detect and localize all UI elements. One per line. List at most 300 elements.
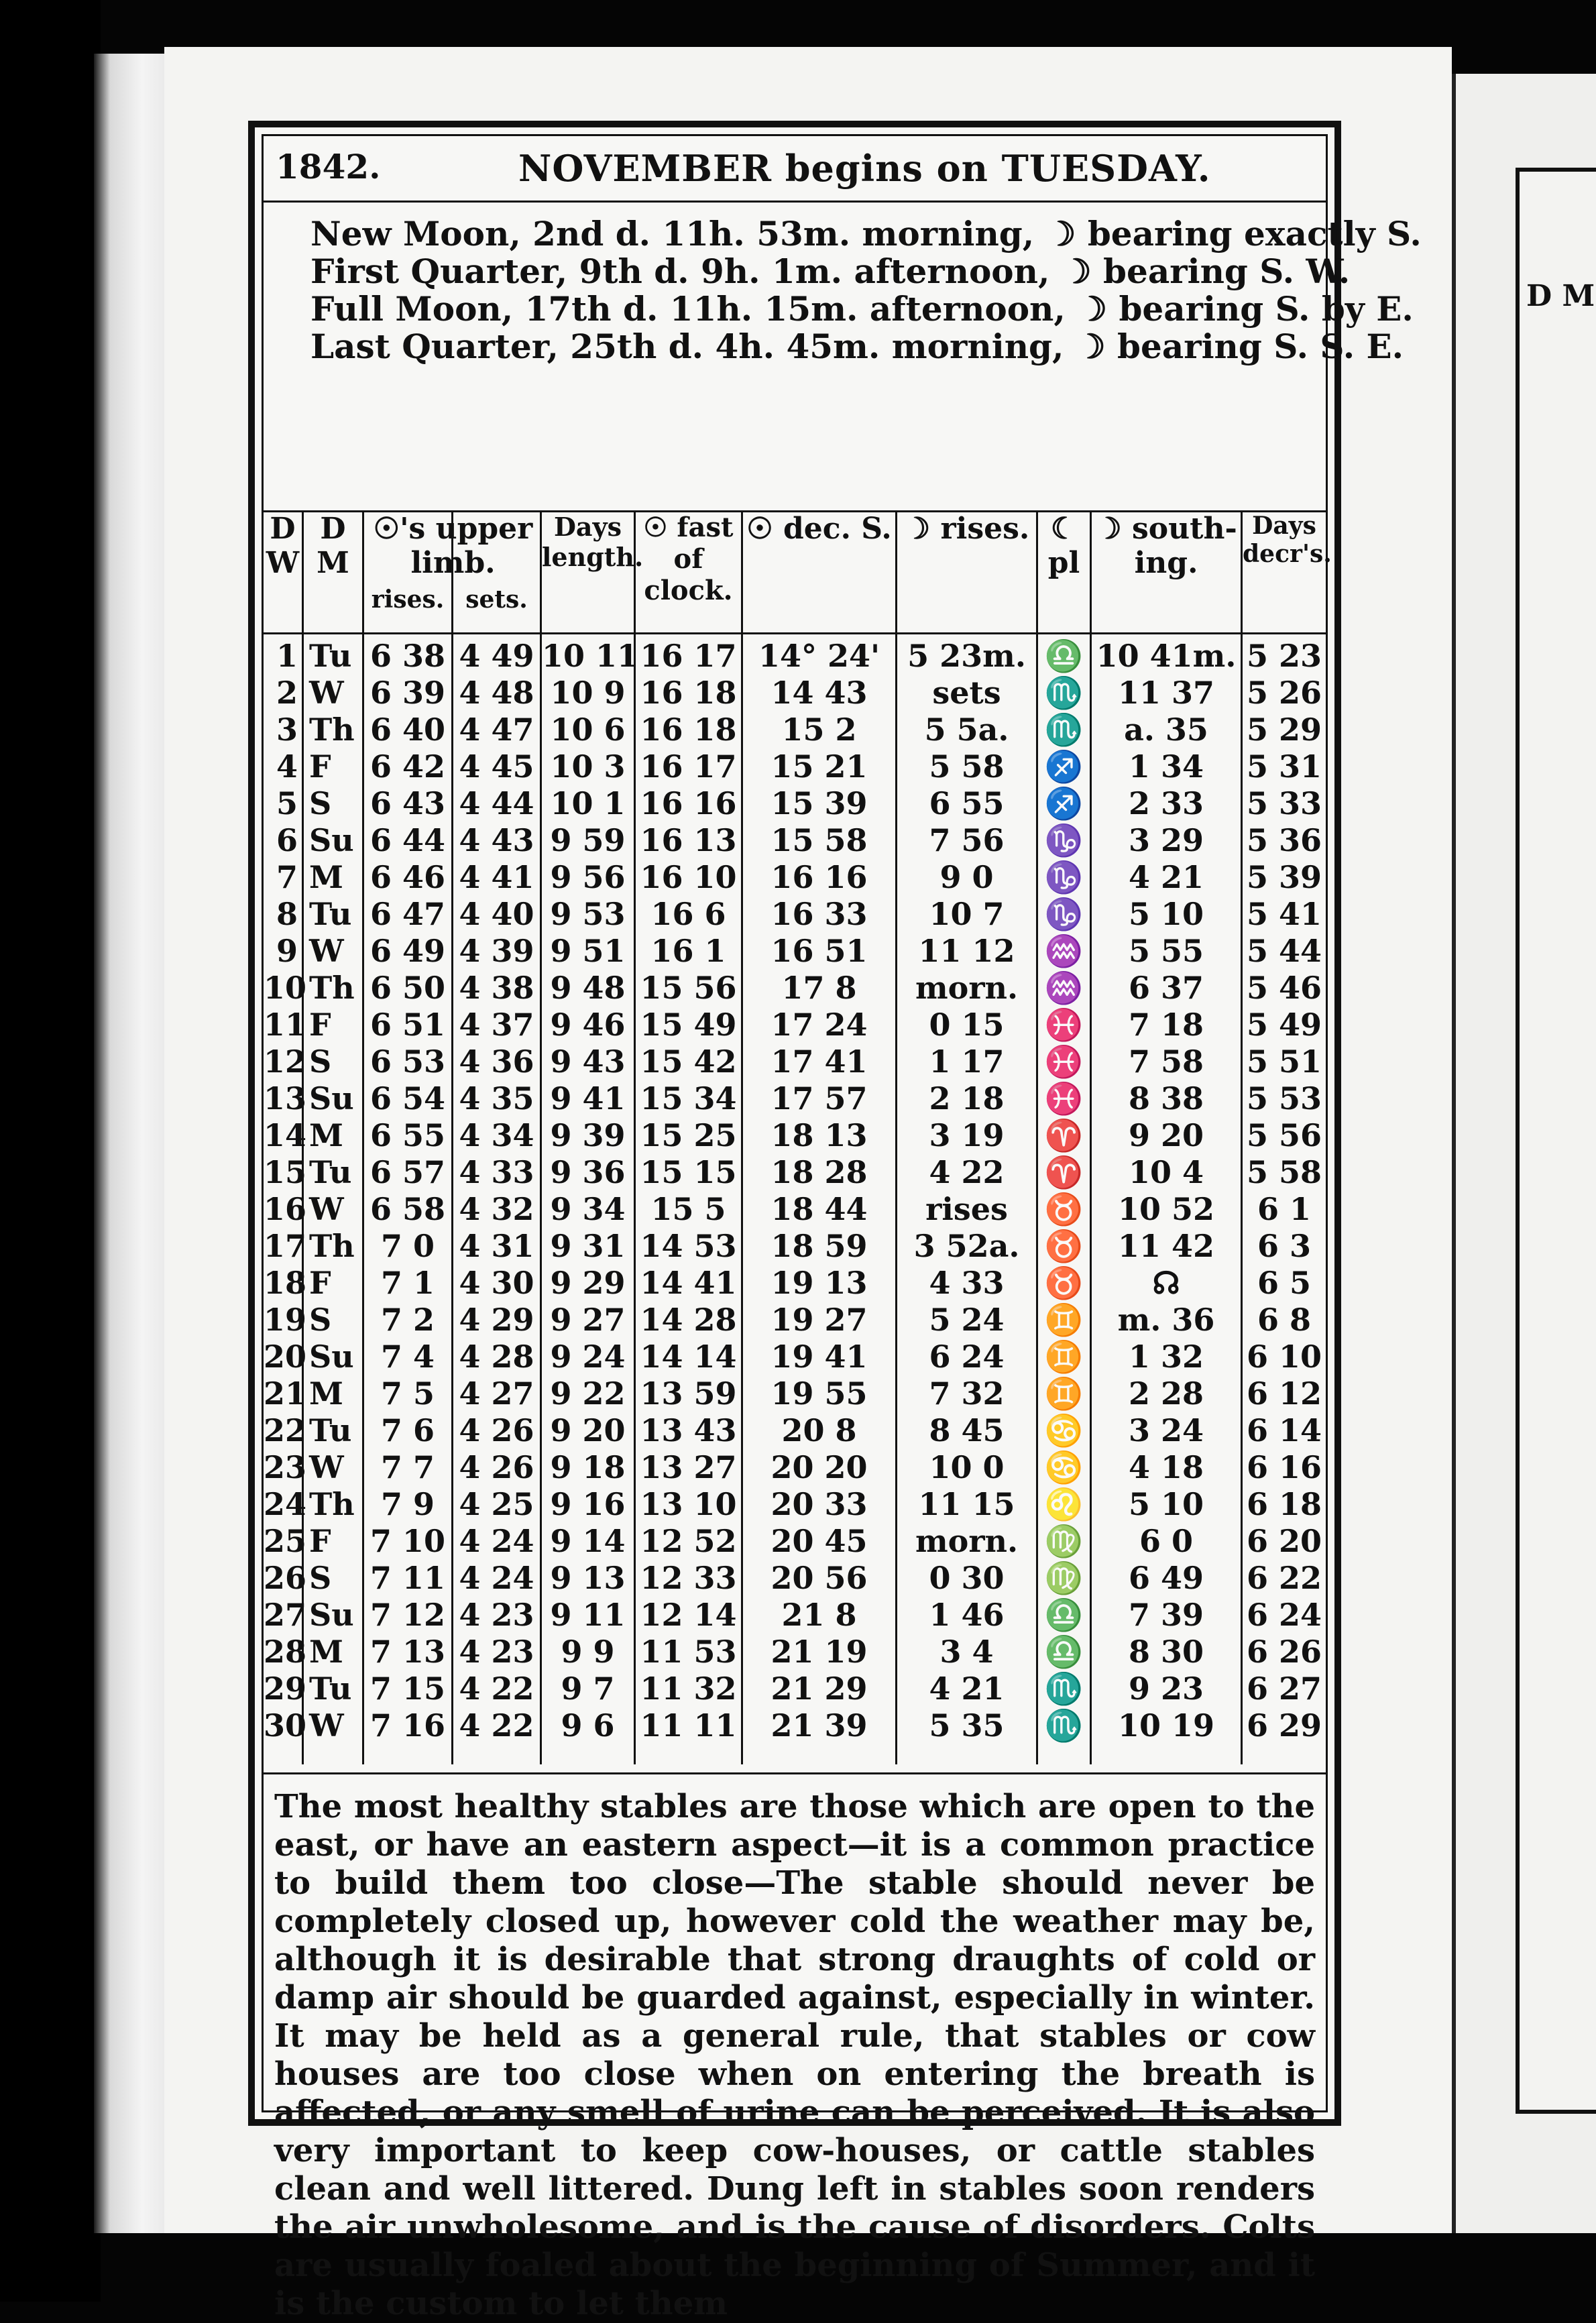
cell-day: 23 — [264, 1449, 307, 1485]
cell-fast: 14 14 — [640, 1339, 737, 1375]
cell-sun-rises: 7 10 — [369, 1523, 446, 1559]
cell-sun-sets: 4 34 — [459, 1117, 534, 1153]
month-title: NOVEMBER begins on TUESDAY. — [518, 147, 1211, 190]
cell-days-decr: 6 5 — [1257, 1265, 1312, 1301]
cell-days-decr: 5 46 — [1246, 970, 1322, 1006]
cell-sun-sets: 4 29 — [459, 1302, 534, 1338]
cell-fast: 11 32 — [640, 1670, 737, 1707]
cell-sun-sets: 4 47 — [459, 712, 534, 748]
calendar-frame — [248, 121, 1422, 2322]
cell-moon-rises: 9 0 — [939, 859, 994, 895]
cell-days-decr: 5 56 — [1246, 1117, 1322, 1153]
cell-sun-rises: 6 55 — [369, 1117, 446, 1153]
cell-sun-sets: 4 24 — [459, 1560, 534, 1596]
cell-moon-rises: 8 45 — [929, 1412, 1005, 1449]
cell-dec: 14° 24' — [758, 638, 880, 674]
cell-moon-rises: 3 19 — [929, 1117, 1005, 1153]
cell-moon-place: ♑ — [1044, 896, 1084, 932]
col-header-dw: D W — [264, 512, 302, 634]
cell-weekday: S — [309, 1043, 332, 1080]
cell-fast: 11 11 — [640, 1707, 737, 1744]
cell-sun-rises: 7 5 — [380, 1375, 435, 1412]
cell-days-length: 10 1 — [550, 785, 626, 821]
cell-weekday: Th — [309, 1486, 355, 1522]
cell-days-length: 9 27 — [550, 1302, 626, 1338]
cell-sun-rises: 6 40 — [369, 712, 446, 748]
cell-moon-rises: 5 5a. — [924, 712, 1009, 748]
cell-sun-rises: 7 15 — [369, 1670, 446, 1707]
cell-day: 8 — [276, 896, 298, 932]
cell-fast: 16 16 — [640, 785, 737, 821]
cell-days-decr: 6 3 — [1257, 1228, 1312, 1264]
cell-dec: 20 45 — [771, 1523, 868, 1559]
cell-day: 15 — [264, 1154, 307, 1190]
cell-days-length: 9 11 — [550, 1597, 626, 1633]
cell-days-length: 10 3 — [550, 748, 626, 785]
cell-day: 20 — [264, 1339, 307, 1375]
cell-fast: 15 42 — [640, 1043, 737, 1080]
cell-southing: 5 10 — [1128, 896, 1204, 932]
col-header-days-decr: Days decr's. — [1243, 512, 1326, 634]
cell-days-decr: 5 26 — [1246, 675, 1322, 711]
cell-moon-rises: 5 23m. — [907, 638, 1026, 674]
cell-fast: 13 27 — [640, 1449, 737, 1485]
cell-fast: 11 53 — [640, 1634, 737, 1670]
cell-day: 29 — [264, 1670, 307, 1707]
cell-days-decr: 6 18 — [1246, 1486, 1322, 1522]
col-header-dm: D M — [304, 512, 362, 634]
cell-days-length: 10 9 — [550, 675, 626, 711]
cell-days-decr: 6 1 — [1257, 1191, 1312, 1227]
cell-day: 25 — [264, 1523, 307, 1559]
cell-moon-place: ♏ — [1044, 675, 1084, 711]
cell-sun-sets: 4 23 — [459, 1597, 534, 1633]
cell-days-length: 9 6 — [561, 1707, 615, 1744]
year-label: 1842. — [276, 147, 381, 186]
cell-day: 24 — [264, 1486, 307, 1522]
cell-sun-rises: 7 0 — [380, 1228, 435, 1264]
cell-moon-rises: 2 18 — [929, 1080, 1005, 1117]
cell-days-length: 9 53 — [550, 896, 626, 932]
col-header-pl: ☾ pl — [1038, 512, 1090, 634]
cell-dec: 15 58 — [771, 822, 868, 858]
cell-moon-place: ♉ — [1044, 1191, 1084, 1227]
book-spine — [94, 54, 174, 2233]
cell-day: 13 — [264, 1080, 307, 1117]
cell-days-length: 9 31 — [550, 1228, 626, 1264]
cell-moon-rises: 4 22 — [929, 1154, 1005, 1190]
cell-days-decr: 6 10 — [1246, 1339, 1322, 1375]
cell-southing: 2 33 — [1128, 785, 1204, 821]
col-day-of-month — [264, 512, 307, 1764]
cell-days-length: 9 13 — [550, 1560, 626, 1596]
cell-sun-sets: 4 22 — [459, 1707, 534, 1744]
cell-moon-rises: 6 55 — [929, 785, 1005, 821]
cell-dec: 20 33 — [771, 1486, 868, 1522]
cell-days-length: 9 29 — [550, 1265, 626, 1301]
cell-sun-rises: 6 38 — [369, 638, 446, 674]
cell-days-length: 9 22 — [550, 1375, 626, 1412]
cell-sun-rises: 7 16 — [369, 1707, 446, 1744]
facing-page-frame — [1516, 168, 1596, 2114]
cell-moon-rises: 0 30 — [929, 1560, 1005, 1596]
cell-sun-rises: 7 6 — [380, 1412, 435, 1449]
cell-days-decr: 5 23 — [1246, 638, 1322, 674]
cell-fast: 12 14 — [640, 1597, 737, 1633]
cell-moon-place: ♉ — [1044, 1265, 1084, 1301]
cell-dec: 18 28 — [771, 1154, 868, 1190]
cell-sun-sets: 4 26 — [459, 1449, 534, 1485]
cell-moon-place: ♐ — [1044, 785, 1084, 821]
cell-southing: 10 19 — [1117, 1707, 1215, 1744]
cell-sun-rises: 6 39 — [369, 675, 446, 711]
cell-weekday: F — [309, 1265, 331, 1301]
cell-fast: 16 18 — [640, 712, 737, 748]
cell-weekday: Th — [309, 712, 355, 748]
cell-days-decr: 6 12 — [1246, 1375, 1322, 1412]
cell-moon-place: ♏ — [1044, 712, 1084, 748]
cell-days-decr: 6 8 — [1257, 1302, 1312, 1338]
cell-sun-sets: 4 38 — [459, 970, 534, 1006]
cell-fast: 15 49 — [640, 1007, 737, 1043]
cell-moon-place: ♋ — [1044, 1449, 1084, 1485]
cell-moon-place: ♏ — [1044, 1670, 1084, 1707]
cell-day: 30 — [264, 1707, 307, 1744]
cell-day: 10 — [264, 970, 307, 1006]
cell-moon-place: ♉ — [1044, 1228, 1084, 1264]
cell-days-length: 10 11 — [542, 638, 639, 674]
cell-moon-place: ♊ — [1044, 1339, 1084, 1375]
cell-weekday: S — [309, 1560, 332, 1596]
col-header-sets: sets. — [453, 585, 540, 634]
cell-sun-sets: 4 37 — [459, 1007, 534, 1043]
cell-sun-sets: 4 30 — [459, 1265, 534, 1301]
cell-moon-place: ♎ — [1044, 1634, 1084, 1670]
cell-sun-rises: 6 44 — [369, 822, 446, 858]
cell-dec: 18 59 — [771, 1228, 868, 1264]
cell-southing: 5 55 — [1128, 933, 1204, 969]
cell-sun-sets: 4 43 — [459, 822, 534, 858]
cell-sun-rises: 6 50 — [369, 970, 446, 1006]
cell-days-length: 9 39 — [550, 1117, 626, 1153]
cell-southing: 7 58 — [1128, 1043, 1204, 1080]
cell-day: 4 — [276, 748, 298, 785]
cell-day: 7 — [276, 859, 298, 895]
col-moon-rises — [897, 512, 1038, 1764]
col-header-moon-rises: ☽ rises. — [897, 512, 1036, 634]
cell-southing: 7 18 — [1128, 1007, 1204, 1043]
cell-moon-place: ♊ — [1044, 1375, 1084, 1412]
cell-days-length: 9 56 — [550, 859, 626, 895]
cell-fast: 15 15 — [640, 1154, 737, 1190]
cell-day: 18 — [264, 1265, 307, 1301]
cell-days-decr: 5 44 — [1246, 933, 1322, 969]
cell-days-length: 9 46 — [550, 1007, 626, 1043]
cell-southing: 11 42 — [1117, 1228, 1215, 1264]
cell-sun-sets: 4 22 — [459, 1670, 534, 1707]
cell-sun-sets: 4 32 — [459, 1191, 534, 1227]
cell-days-length: 9 7 — [561, 1670, 615, 1707]
cell-dec: 17 57 — [771, 1080, 868, 1117]
col-weekday — [304, 512, 364, 1764]
cell-weekday: S — [309, 785, 332, 821]
cell-moon-place: ♒ — [1044, 970, 1084, 1006]
cell-southing: 1 34 — [1128, 748, 1204, 785]
cell-weekday: Su — [309, 1339, 354, 1375]
cell-dec: 19 27 — [771, 1302, 868, 1338]
cell-moon-rises: 0 15 — [929, 1007, 1005, 1043]
col-header-southing: ☽ south-ing. — [1092, 512, 1241, 634]
cell-moon-place: ♓ — [1044, 1007, 1084, 1043]
phase-last-quarter: Last Quarter, 25th d. 4h. 45m. morning, ☽ bearing S. S. E. — [310, 327, 1404, 366]
cell-fast: 13 10 — [640, 1486, 737, 1522]
cell-weekday: Tu — [309, 1154, 352, 1190]
cell-dec: 16 33 — [771, 896, 868, 932]
cell-southing: 10 52 — [1117, 1191, 1215, 1227]
col-moon-place — [1038, 512, 1092, 1764]
cell-sun-sets: 4 24 — [459, 1523, 534, 1559]
cell-moon-place: ♑ — [1044, 859, 1084, 895]
cell-fast: 15 5 — [650, 1191, 726, 1227]
col-header-rises: rises. — [364, 585, 451, 634]
cell-days-length: 9 16 — [550, 1486, 626, 1522]
cell-sun-rises: 6 58 — [369, 1191, 446, 1227]
cell-days-length: 9 18 — [550, 1449, 626, 1485]
cell-moon-rises: 5 58 — [929, 748, 1005, 785]
cell-days-length: 9 59 — [550, 822, 626, 858]
cell-days-decr: 6 14 — [1246, 1412, 1322, 1449]
cell-days-decr: 5 49 — [1246, 1007, 1322, 1043]
cell-moon-place: ♍ — [1044, 1560, 1084, 1596]
cell-southing: 7 39 — [1128, 1597, 1204, 1633]
cell-southing: a. 35 — [1124, 712, 1208, 748]
cell-day: 3 — [276, 712, 298, 748]
cell-dec: 19 55 — [771, 1375, 868, 1412]
body-text: The most healthy stables are those which are open to the east, or have an eastern aspect—it is a common practice to build them too close—The stable should never be completely closed up, however cold the weather may be, although it is desirable that strong draughts of cold or damp air should be guarded against, especially in winter. It may be held as a general rule, that stables or cow houses are too close when on entering the breath is affected, or any smell of urine can be perceived. It is also very important to keep cow-houses, or cattle stables clean and well littered. Dung left in stables soon renders the air unwholesome, and is the cause of disorders. Colts are usually foaled about the beginning of Summer, and it is the custom to let them — [264, 1772, 1326, 2110]
cell-fast: 13 59 — [640, 1375, 737, 1412]
facing-page-header: D M — [1526, 279, 1595, 313]
cell-dec: 19 41 — [771, 1339, 868, 1375]
cell-southing: 6 49 — [1128, 1560, 1204, 1596]
cell-dec: 18 44 — [771, 1191, 868, 1227]
cell-sun-rises: 6 42 — [369, 748, 446, 785]
cell-days-decr: 5 51 — [1246, 1043, 1322, 1080]
cell-days-length: 9 9 — [561, 1634, 615, 1670]
cell-sun-rises: 6 47 — [369, 896, 446, 932]
cell-weekday: W — [309, 1449, 344, 1485]
cell-day: 17 — [264, 1228, 307, 1264]
cell-days-length: 9 43 — [550, 1043, 626, 1080]
cell-dec: 15 39 — [771, 785, 868, 821]
cell-sun-rises: 7 2 — [380, 1302, 435, 1338]
cell-southing: 3 24 — [1128, 1412, 1204, 1449]
cell-fast: 16 18 — [640, 675, 737, 711]
cell-days-decr: 6 27 — [1246, 1670, 1322, 1707]
cell-days-length: 9 41 — [550, 1080, 626, 1117]
cell-dec: 16 16 — [771, 859, 868, 895]
cell-moon-rises: morn. — [915, 1523, 1019, 1559]
cell-moon-rises: sets — [932, 675, 1001, 711]
cell-southing: 9 23 — [1128, 1670, 1204, 1707]
cell-dec: 20 56 — [771, 1560, 868, 1596]
cell-moon-rises: 3 52a. — [913, 1228, 1020, 1264]
cell-dec: 17 8 — [781, 970, 857, 1006]
cell-sun-sets: 4 48 — [459, 675, 534, 711]
cell-weekday: Tu — [309, 1412, 352, 1449]
cell-moon-rises: 1 17 — [929, 1043, 1005, 1080]
cell-fast: 14 53 — [640, 1228, 737, 1264]
cell-dec: 14 43 — [771, 675, 868, 711]
cell-days-decr: 6 24 — [1246, 1597, 1322, 1633]
cell-sun-sets: 4 33 — [459, 1154, 534, 1190]
cell-days-length: 9 51 — [550, 933, 626, 969]
cell-weekday: W — [309, 1191, 344, 1227]
scan-background — [0, 0, 101, 2302]
cell-sun-rises: 6 51 — [369, 1007, 446, 1043]
cell-moon-rises: 3 4 — [939, 1634, 994, 1670]
cell-moon-place: ♎ — [1044, 1597, 1084, 1633]
cell-southing: 10 41m. — [1096, 638, 1237, 674]
cell-moon-place: ♓ — [1044, 1043, 1084, 1080]
cell-fast: 12 52 — [640, 1523, 737, 1559]
cell-day: 11 — [264, 1007, 307, 1043]
cell-moon-rises: 11 15 — [918, 1486, 1015, 1522]
cell-days-decr: 5 39 — [1246, 859, 1322, 895]
cell-sun-sets: 4 26 — [459, 1412, 534, 1449]
cell-dec: 17 24 — [771, 1007, 868, 1043]
cell-dec: 17 41 — [771, 1043, 868, 1080]
cell-days-decr: 6 22 — [1246, 1560, 1322, 1596]
cell-moon-place: ♎ — [1044, 638, 1084, 674]
cell-sun-rises: 7 9 — [380, 1486, 435, 1522]
cell-southing: ☊ — [1152, 1265, 1180, 1301]
cell-day: 21 — [264, 1375, 307, 1412]
cell-sun-sets: 4 45 — [459, 748, 534, 785]
cell-moon-place: ♈ — [1044, 1117, 1084, 1153]
cell-days-decr: 6 26 — [1246, 1634, 1322, 1670]
cell-sun-sets: 4 23 — [459, 1634, 534, 1670]
cell-weekday: Tu — [309, 638, 352, 674]
cell-southing: 6 0 — [1139, 1523, 1194, 1559]
cell-southing: 6 37 — [1128, 970, 1204, 1006]
cell-day: 5 — [276, 785, 298, 821]
cell-weekday: F — [309, 1007, 331, 1043]
col-header-fast: ☉ fast of clock. — [636, 512, 741, 634]
cell-dec: 21 39 — [771, 1707, 868, 1744]
cell-day: 28 — [264, 1634, 307, 1670]
cell-fast: 16 13 — [640, 822, 737, 858]
cell-southing: 10 4 — [1128, 1154, 1204, 1190]
cell-moon-rises: 5 35 — [929, 1707, 1005, 1744]
cell-days-length: 9 48 — [550, 970, 626, 1006]
cell-weekday: Th — [309, 970, 355, 1006]
cell-dec: 21 29 — [771, 1670, 868, 1707]
cell-moon-place: ♒ — [1044, 933, 1084, 969]
cell-sun-rises: 7 7 — [380, 1449, 435, 1485]
cell-weekday: F — [309, 748, 331, 785]
cell-weekday: Tu — [309, 896, 352, 932]
cell-sun-rises: 6 57 — [369, 1154, 446, 1190]
phase-new-moon: New Moon, 2nd d. 11h. 53m. morning, ☽ bearing exactly S. — [310, 214, 1422, 253]
cell-day: 26 — [264, 1560, 307, 1596]
cell-sun-rises: 6 53 — [369, 1043, 446, 1080]
cell-sun-sets: 4 25 — [459, 1486, 534, 1522]
cell-fast: 14 41 — [640, 1265, 737, 1301]
cell-weekday: M — [309, 1634, 343, 1670]
cell-days-decr: 5 29 — [1246, 712, 1322, 748]
cell-dec: 15 2 — [781, 712, 857, 748]
cell-dec: 19 13 — [771, 1265, 868, 1301]
cell-sun-rises: 6 43 — [369, 785, 446, 821]
cell-fast: 12 33 — [640, 1560, 737, 1596]
cell-sun-sets: 4 49 — [459, 638, 534, 674]
cell-days-length: 9 24 — [550, 1339, 626, 1375]
cell-weekday: Th — [309, 1228, 355, 1264]
cell-southing: 5 10 — [1128, 1486, 1204, 1522]
cell-dec: 21 8 — [781, 1597, 857, 1633]
cell-moon-rises: 1 46 — [929, 1597, 1005, 1633]
cell-southing: 4 21 — [1128, 859, 1204, 895]
calendar-table — [264, 512, 1332, 1764]
cell-moon-rises: 6 24 — [929, 1339, 1005, 1375]
cell-weekday: M — [309, 1375, 343, 1412]
cell-moon-rises: 4 21 — [929, 1670, 1005, 1707]
cell-days-decr: 6 16 — [1246, 1449, 1322, 1485]
cell-dec: 18 13 — [771, 1117, 868, 1153]
cell-weekday: S — [309, 1302, 332, 1338]
cell-weekday: Su — [309, 1597, 354, 1633]
cell-days-decr: 5 41 — [1246, 896, 1322, 932]
cell-day: 6 — [276, 822, 298, 858]
cell-fast: 14 28 — [640, 1302, 737, 1338]
cell-moon-rises: 10 7 — [929, 896, 1005, 932]
cell-southing: m. 36 — [1117, 1302, 1215, 1338]
cell-moon-rises: morn. — [915, 970, 1019, 1006]
phase-full-moon: Full Moon, 17th d. 11h. 15m. afternoon, ☽ bearing S. by E. — [310, 289, 1414, 329]
col-header-dec: ☉ dec. S. — [743, 512, 895, 634]
col-sun-sets — [453, 512, 542, 1764]
cell-moon-place: ♐ — [1044, 748, 1084, 785]
cell-sun-sets: 4 40 — [459, 896, 534, 932]
cell-fast: 16 6 — [650, 896, 726, 932]
cell-moon-rises: 4 33 — [929, 1265, 1005, 1301]
cell-weekday: Su — [309, 822, 354, 858]
cell-sun-rises: 6 46 — [369, 859, 446, 895]
cell-dec: 20 20 — [771, 1449, 868, 1485]
cell-moon-place: ♊ — [1044, 1302, 1084, 1338]
cell-weekday: Tu — [309, 1670, 352, 1707]
cell-sun-sets: 4 35 — [459, 1080, 534, 1117]
cell-southing: 8 38 — [1128, 1080, 1204, 1117]
cell-fast: 16 17 — [640, 638, 737, 674]
cell-moon-rises: 11 12 — [918, 933, 1015, 969]
cell-day: 9 — [276, 933, 298, 969]
cell-day: 1 — [276, 638, 298, 674]
cell-fast: 13 43 — [640, 1412, 737, 1449]
col-moon-southing — [1092, 512, 1243, 1764]
cell-dec: 16 51 — [771, 933, 868, 969]
cell-weekday: W — [309, 933, 344, 969]
cell-days-decr: 5 31 — [1246, 748, 1322, 785]
cell-southing: 4 18 — [1128, 1449, 1204, 1485]
col-header-days-length: Days length. — [542, 512, 634, 634]
cell-sun-sets: 4 39 — [459, 933, 534, 969]
cell-days-length: 10 6 — [550, 712, 626, 748]
cell-dec: 15 21 — [771, 748, 868, 785]
cell-day: 22 — [264, 1412, 307, 1449]
cell-fast: 16 17 — [640, 748, 737, 785]
col-days-decrease — [1243, 512, 1332, 1764]
